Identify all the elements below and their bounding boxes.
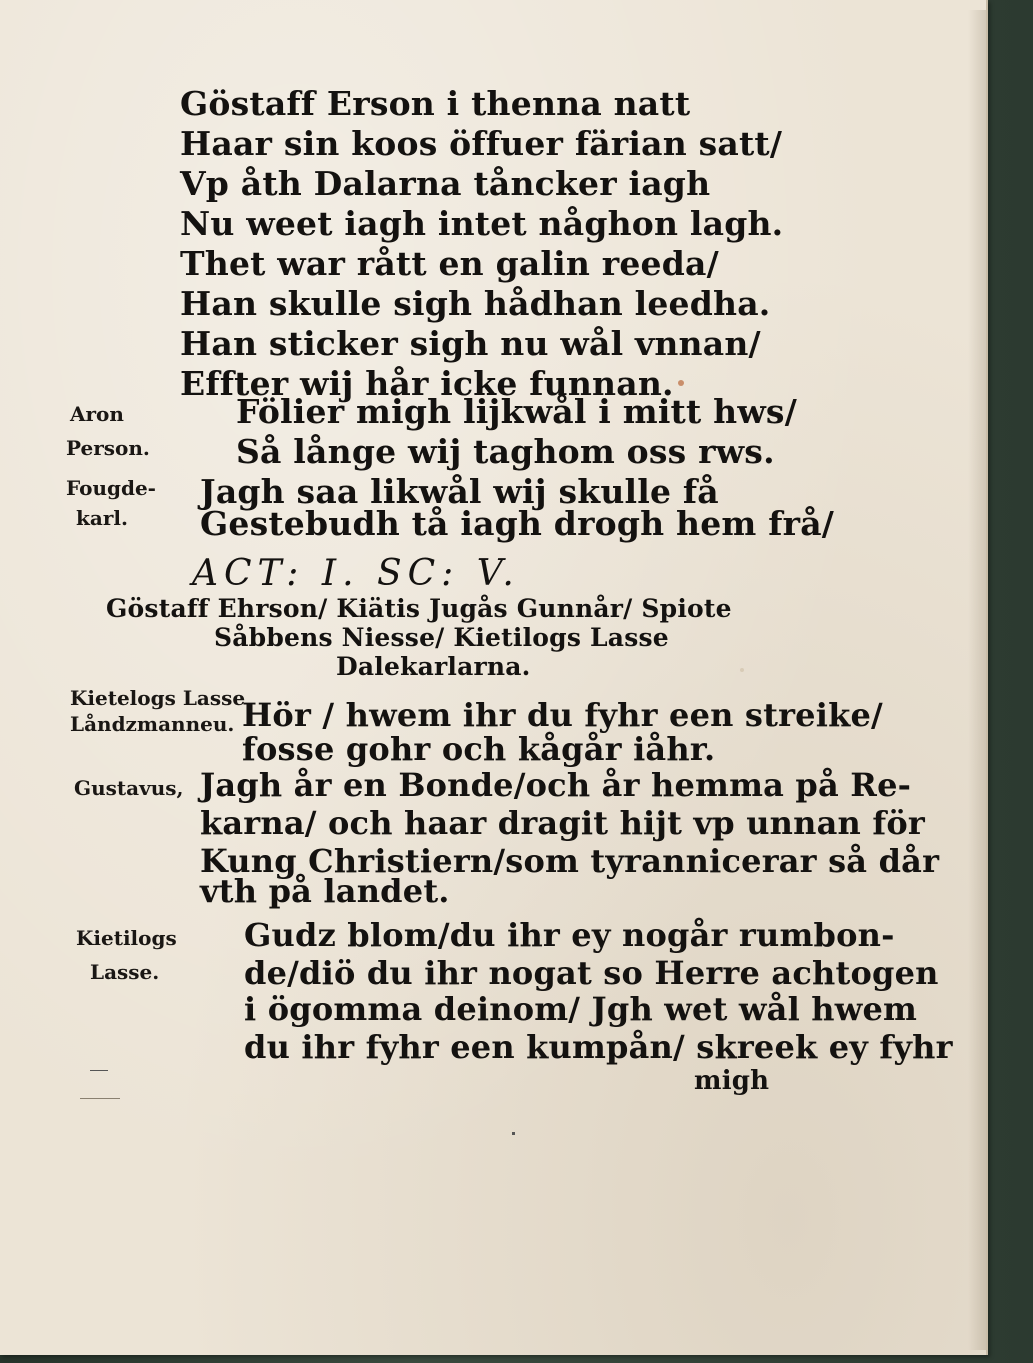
verse-line: Vp åth Dalarna tåncker iagh bbox=[180, 164, 711, 203]
verse-line: Nu weet iagh intet någhon lagh. bbox=[180, 204, 784, 243]
foxing-spot bbox=[678, 380, 684, 386]
verse-line: Gestebudh tå iagh drogh hem frå/ bbox=[200, 504, 835, 543]
speech-line: de/diö du ihr nogat so Herre achtogen bbox=[244, 954, 939, 992]
speaker-cue: Lasse. bbox=[90, 960, 160, 984]
speech-line: vth på landet. bbox=[200, 872, 450, 910]
speaker-cue: Person. bbox=[66, 436, 150, 460]
speech-line: Jagh år en Bonde/och år hemma på Re- bbox=[200, 766, 912, 804]
cast-line: Såbbens Niesse/ Kietilogs Lasse bbox=[214, 623, 669, 652]
speaker-cue: Kietilogs bbox=[76, 926, 177, 950]
cast-line: Dalekarlarna. bbox=[336, 652, 531, 681]
speech-line: du ihr fyhr een kumpån/ skreek ey fyhr bbox=[244, 1028, 953, 1066]
speaker-cue: karl. bbox=[76, 506, 128, 530]
speaker-cue: Gustavus, bbox=[74, 776, 184, 800]
verse-line: Thet war rått en galin reeda/ bbox=[180, 244, 719, 283]
speech-line: i ögomma deinom/ Jgh wet wål hwem bbox=[244, 990, 918, 1028]
speech-line: Gudz blom/du ihr ey nogår rumbon- bbox=[244, 916, 895, 954]
verse-line: Han sticker sigh nu wål vnnan/ bbox=[180, 324, 761, 363]
page-edge-shadow bbox=[968, 10, 986, 1350]
ink-speck bbox=[512, 1132, 515, 1135]
speaker-cue: Låndzmanneu. bbox=[70, 712, 235, 736]
scene-heading: ACT: I. SC: V. bbox=[192, 553, 520, 594]
speaker-cue: Fougde- bbox=[66, 476, 156, 500]
verse-line: Haar sin koos öffuer färian satt/ bbox=[180, 124, 783, 163]
speaker-cue: Kietelogs Lasse bbox=[70, 686, 246, 710]
speech-line: karna/ och haar dragit hijt vp unnan för bbox=[200, 804, 925, 842]
ink-speck bbox=[80, 1098, 120, 1099]
speech-line: fosse gohr och kågår iåhr. bbox=[242, 730, 716, 768]
verse-line: Så långe wij taghom oss rws. bbox=[236, 432, 775, 471]
ink-speck bbox=[90, 1070, 108, 1071]
verse-line: Fölier migh lijkwål i mitt hws/ bbox=[236, 392, 797, 431]
speaker-cue: Aron bbox=[70, 402, 124, 426]
cast-line: Göstaff Ehrson/ Kiätis Jugås Gunnår/ Spiote bbox=[106, 594, 732, 623]
verse-line: Effter wij hår icke funnan. bbox=[180, 364, 674, 403]
speech-line: Hör / hwem ihr du fyhr een streike/ bbox=[242, 696, 883, 734]
verse-line: Han skulle sigh hådhan leedha. bbox=[180, 284, 771, 323]
verse-line: Jagh saa likwål wij skulle få bbox=[200, 472, 719, 511]
speech-line: Kung Christiern/som tyrannicerar så dår bbox=[200, 842, 940, 880]
foxing-spot bbox=[740, 668, 744, 672]
verse-line: Göstaff Erson i thenna natt bbox=[180, 84, 691, 123]
catchword: migh bbox=[694, 1066, 770, 1096]
